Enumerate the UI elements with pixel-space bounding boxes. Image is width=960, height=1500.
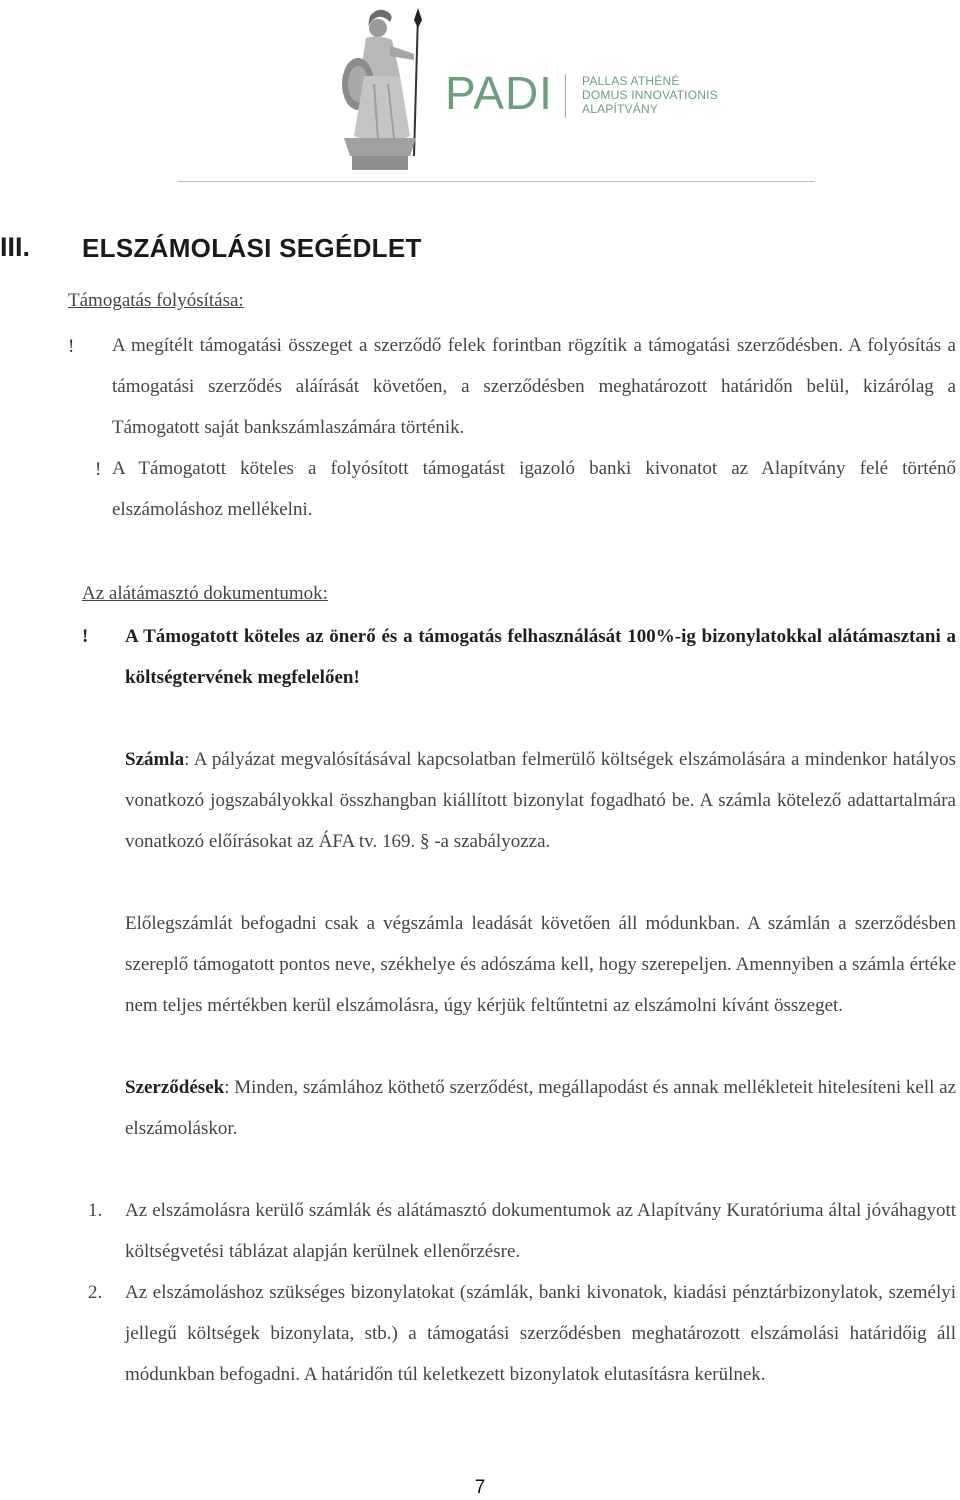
brand-subtitle-line: DOMUS INNOVATIONIS — [582, 88, 718, 102]
section-title: ELSZÁMOLÁSI SEGÉDLET — [82, 233, 422, 263]
text-szerzodesek: : Minden, számlához köthető szerződést, megállapodást és annak mellékleteit hitelesíteni kell az elszámoláskor. — [125, 1077, 956, 1139]
subheading-dokumentumok: Az alátámasztó dokumentumok: — [82, 583, 328, 604]
text-szamla: : A pályázat megvalósításával kapcsolatban felmerülő költségek elszámolására a mindenkor hatályos vonatkozó jogszabályokkal összhangban kiállított bizonylat fogadható be. A számla kötelező adattartalmára vonatkozó előírásokat az ÁFA tv. 169. § -a szabályozza. — [125, 749, 956, 852]
paragraph-szerzodesek — [125, 1067, 956, 1149]
paragraph-kivonat: A Támogatott köteles a folyósított támogatást igazoló banki kivonatot az Alapítvány felé történő elszámoláshoz mellékelni. — [112, 458, 956, 520]
label-szamla: Számla — [125, 749, 185, 770]
list-number: 1. — [88, 1200, 103, 1221]
brand-divider — [565, 74, 566, 118]
page-number: 7 — [474, 1477, 486, 1498]
list-item: Az elszámoláshoz szükséges bizonylatokat (számlák, banki kivonatok, kiadási pénztárbizonylatok, személyi jellegű költségek bizonylata, stb.) a támogatási szerződésben meghatározott elszámolási határidőig áll módunkban befogadni. A határidőn túl keletkezett bizonylatok elutasításra kerülnek. — [125, 1282, 956, 1385]
list-number: 2. — [88, 1282, 103, 1303]
brand-subtitle-line: PALLAS ATHÉNÉ — [582, 74, 680, 88]
exclamation-marker: ! — [68, 336, 75, 357]
brand-subtitle-line: ALAPÍTVÁNY — [582, 102, 659, 116]
list-item: Az elszámolásra kerülő számlák és alátámasztó dokumentumok az Alapítvány Kuratóriuma által jóváhagyott költségvetési táblázat alapján kerülnek ellenőrzésre. — [125, 1200, 956, 1262]
subheading-tamogatas: Támogatás folyósítása: — [68, 290, 244, 311]
paragraph-folyositas: A megítélt támogatási összeget a szerződő felek forintban rögzítik a támogatási szerződésben. A folyósítás a támogatási szerződés aláírását követően, a szerződésben meghatározott határidőn belül, kizárólag a Támogatott saját bankszámlaszámára történik. — [112, 335, 956, 438]
paragraph-onero: A Támogatott köteles az önerő és a támogatás felhasználását 100%-ig bizonylatokkal alátámasztani a költségtervének megfelelően! — [125, 626, 956, 688]
brand-logo-text: PADI — [445, 67, 553, 119]
header-divider — [178, 181, 815, 182]
label-szerzodesek: Szerződések — [125, 1077, 225, 1098]
pallas-athene-statue-icon — [330, 6, 430, 186]
paragraph-eloleg: Előlegszámlát befogadni csak a végszámla leadását követően áll módunkban. A számlán a szerződésben szereplő támogatott pontos neve, székhelye és adószáma kell, hogy szerepeljen. Amennyiben a számla értéke nem teljes mértékben kerül elszámolásra, úgy kérjük feltűntetni az elszámolni kívánt összeget. — [125, 913, 956, 1016]
exclamation-marker: ! — [82, 626, 89, 647]
section-number: III. — [0, 232, 31, 262]
brand-subtitle — [582, 74, 718, 116]
paragraph-szamla — [125, 739, 956, 862]
exclamation-marker: ! — [95, 459, 102, 480]
